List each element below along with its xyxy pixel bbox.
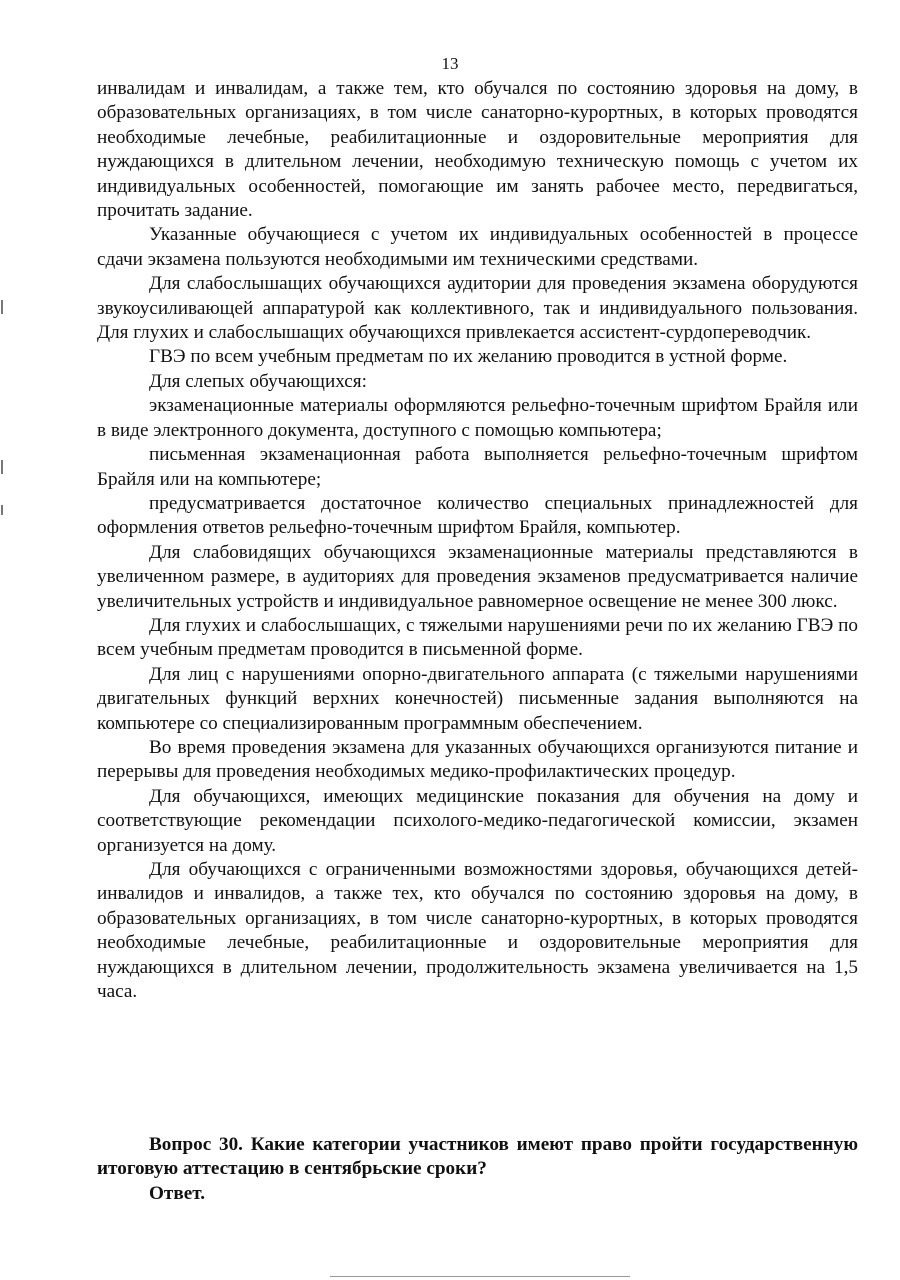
- paragraph: Для обучающихся, имеющих медицинские показания для обучения на дому и соответствующие рекомендации психолого-медико-педагогической комиссии, экзамен организуется на дому.: [97, 785, 858, 856]
- paragraph: предусматривается достаточное количество специальных принадлежностей для оформления ответов рельефно-точечным шрифтом Брайля, компьютер.: [97, 492, 858, 539]
- paragraph: Для слабослышащих обучающихся аудитории для проведения экзамена оборудуются звукоусиливающей аппаратурой как коллективного, так и индивидуального пользования. Для глухих и слабослышащих обучающихся привлекается ассистент-сурдопереводчик.: [97, 273, 858, 344]
- paragraph-continuation: инвалидам и инвалидам, а также тем, кто обучался по состоянию здоровья на дому, в образовательных организациях, в том числе санаторно-курортных, в которых проводятся необходимые лечебные, реабилитационные и оздоровительные мероприятия для нуждающихся в длительном лечении, необходимую техническую помощь с учетом их индивидуальных особенностей, помогающие им занять рабочее место, передвигаться, прочитать задание.: [97, 78, 858, 222]
- page-number: 13: [441, 54, 459, 73]
- scan-mark-left: [1, 300, 3, 314]
- scan-mark-left: [1, 505, 3, 515]
- paragraph: письменная экзаменационная работа выполняется рельефно-точечным шрифтом Брайля или на компьютере;: [97, 444, 858, 490]
- paragraph: Для слабовидящих обучающихся экзаменационные материалы представляются в увеличенном размере, в аудиториях для проведения экзаменов предусматривается наличие увеличительных устройств и индивидуальное равномерное освещение не менее 300 люкс.: [97, 541, 858, 612]
- paragraph: экзаменационные материалы оформляются рельефно-точечным шрифтом Брайля или в виде электронного документа, доступного с помощью компьютера;: [97, 395, 858, 441]
- answer-label: Ответ.: [149, 1182, 206, 1204]
- body-text: [97, 77, 858, 1004]
- paragraph: ГВЭ по всем учебным предметам по их желанию проводится в устной форме.: [149, 346, 788, 368]
- scan-mark-left: [1, 460, 3, 474]
- paragraph: Для обучающихся с ограниченными возможностями здоровья, обучающихся детей-инвалидов и инвалидов, а также тех, кто обучался по состоянию здоровья на дому, в образовательных организациях, в том числе санаторно-курортных, в которых проводятся необходимые лечебные, реабилитационные и оздоровительные мероприятия для нуждающихся в длительном лечении, продолжительность экзамена увеличивается на 1,5 часа.: [97, 859, 858, 1003]
- question-text: Вопрос 30. Какие категории участников имеют право пройти государственную итоговую аттестацию в сентябрьские сроки?: [97, 1134, 858, 1180]
- paragraph: Для лиц с нарушениями опорно-двигательного аппарата (с тяжелыми нарушениями двигательных функций верхних конечностей) письменные задания выполняются на компьютере со специализированным программным обеспечением.: [97, 663, 858, 734]
- paragraph: Указанные обучающиеся с учетом их индивидуальных особенностей в процессе сдачи экзамена пользуются необходимыми им техническими средствами.: [97, 224, 858, 270]
- paragraph: Во время проведения экзамена для указанных обучающихся организуются питание и перерывы для проведения необходимых медико-профилактических процедур.: [97, 736, 858, 783]
- scan-mark-bottom: [330, 1276, 630, 1277]
- paragraph: Для слепых обучающихся:: [149, 370, 367, 392]
- paragraph: Для глухих и слабослышащих, с тяжелыми нарушениями речи по их желанию ГВЭ по всем учебным предметам проводится в письменной форме.: [97, 614, 858, 661]
- question-block: [97, 1133, 858, 1206]
